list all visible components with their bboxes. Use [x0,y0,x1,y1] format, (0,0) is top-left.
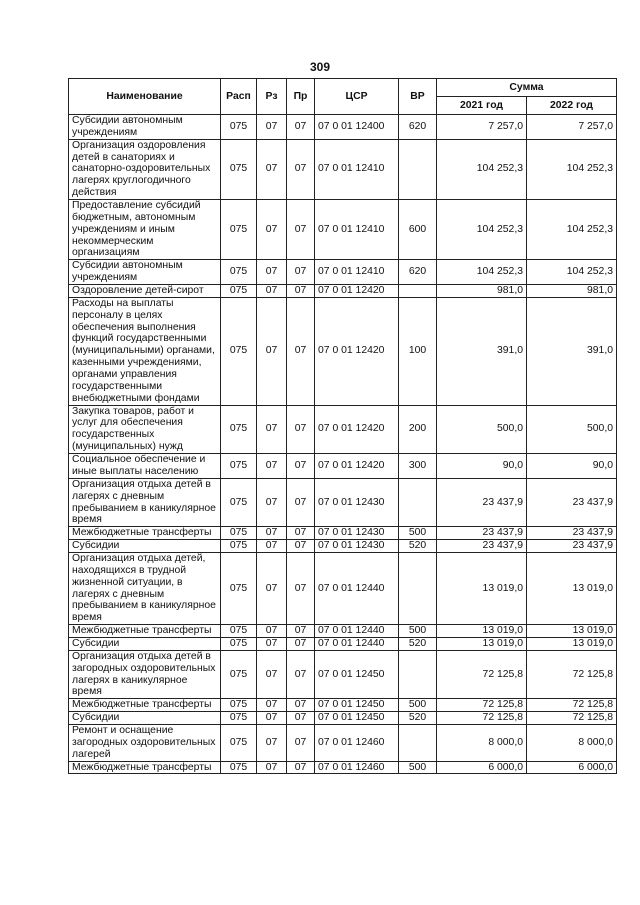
row-name: Субсидии [69,637,221,650]
row-name: Межбюджетные трансферты [69,761,221,774]
row-csr: 07 0 01 12440 [315,552,399,624]
row-sum-2022: 13 019,0 [527,637,617,650]
table-row [69,527,617,540]
row-rz: 07 [257,139,287,199]
row-pr: 07 [287,724,315,761]
row-rz: 07 [257,405,287,453]
row-sum-2021: 72 125,8 [437,699,527,712]
row-vr [399,552,437,624]
row-vr [399,139,437,199]
row-sum-2022: 90,0 [527,454,617,479]
row-sum-2021: 72 125,8 [437,712,527,725]
row-csr: 07 0 01 12420 [315,405,399,453]
row-vr: 620 [399,260,437,285]
row-rasp: 075 [221,699,257,712]
row-pr: 07 [287,637,315,650]
row-sum-2021: 104 252,3 [437,260,527,285]
row-sum-2021: 104 252,3 [437,200,527,260]
row-rasp: 075 [221,552,257,624]
row-rz: 07 [257,712,287,725]
row-sum-2021: 13 019,0 [437,625,527,638]
row-sum-2021: 6 000,0 [437,761,527,774]
row-csr: 07 0 01 12430 [315,527,399,540]
row-pr: 07 [287,454,315,479]
table-header [69,79,617,115]
row-csr: 07 0 01 12450 [315,650,399,698]
row-sum-2021: 23 437,9 [437,478,527,526]
row-pr: 07 [287,478,315,526]
header-vr: ВР [399,79,437,115]
page-number: 309 [309,60,331,74]
row-vr: 520 [399,712,437,725]
row-sum-2021: 13 019,0 [437,637,527,650]
row-pr: 07 [287,139,315,199]
row-csr: 07 0 01 12410 [315,139,399,199]
row-pr: 07 [287,540,315,553]
row-csr: 07 0 01 12440 [315,637,399,650]
row-pr: 07 [287,527,315,540]
row-csr: 07 0 01 12410 [315,200,399,260]
row-csr: 07 0 01 12460 [315,724,399,761]
row-pr: 07 [287,761,315,774]
row-rz: 07 [257,297,287,405]
row-vr: 500 [399,625,437,638]
row-vr: 100 [399,297,437,405]
row-csr: 07 0 01 12450 [315,699,399,712]
row-vr: 500 [399,699,437,712]
row-vr [399,285,437,298]
header-year-2021: 2021 год [437,97,527,115]
row-sum-2022: 500,0 [527,405,617,453]
row-pr: 07 [287,552,315,624]
row-rz: 07 [257,761,287,774]
table-row [69,761,617,774]
row-sum-2021: 7 257,0 [437,115,527,140]
table-row [69,552,617,624]
row-sum-2021: 391,0 [437,297,527,405]
row-name: Межбюджетные трансферты [69,625,221,638]
table-row [69,540,617,553]
row-name: Межбюджетные трансферты [69,699,221,712]
row-csr: 07 0 01 12430 [315,478,399,526]
row-rz: 07 [257,625,287,638]
row-rz: 07 [257,637,287,650]
table-row [69,297,617,405]
row-name: Расходы на выплаты персоналу в целях обеспечения выполнения функций государственными (муниципальными) органами, казенными учреждениями, органами управления государственными внебюджетными фондами [69,297,221,405]
row-sum-2022: 104 252,3 [527,260,617,285]
row-csr: 07 0 01 12450 [315,712,399,725]
table-row [69,650,617,698]
row-name: Закупка товаров, работ и услуг для обеспечения государственных (муниципальных) нужд [69,405,221,453]
row-vr: 620 [399,115,437,140]
header-sum: Сумма [437,79,617,97]
row-rasp: 075 [221,478,257,526]
row-vr: 200 [399,405,437,453]
table-row [69,454,617,479]
row-vr [399,650,437,698]
row-name: Организация отдыха детей в лагерях с дневным пребыванием в каникулярное время [69,478,221,526]
row-sum-2021: 13 019,0 [437,552,527,624]
row-rz: 07 [257,285,287,298]
row-rasp: 075 [221,724,257,761]
row-vr: 500 [399,761,437,774]
row-rz: 07 [257,260,287,285]
row-pr: 07 [287,650,315,698]
row-rasp: 075 [221,637,257,650]
row-name: Оздоровление детей-сирот [69,285,221,298]
row-name: Предоставление субсидий бюджетным, автономным учреждениям и иным некоммерческим организациям [69,200,221,260]
row-vr: 520 [399,540,437,553]
row-rasp: 075 [221,625,257,638]
row-sum-2022: 23 437,9 [527,540,617,553]
row-vr: 520 [399,637,437,650]
row-rasp: 075 [221,761,257,774]
row-name: Межбюджетные трансферты [69,527,221,540]
row-rasp: 075 [221,297,257,405]
row-name: Субсидии [69,540,221,553]
row-rasp: 075 [221,285,257,298]
table-row [69,699,617,712]
row-rasp: 075 [221,115,257,140]
row-sum-2022: 13 019,0 [527,625,617,638]
row-vr: 300 [399,454,437,479]
row-sum-2022: 391,0 [527,297,617,405]
row-name: Субсидии автономным учреждениям [69,115,221,140]
row-name: Субсидии [69,712,221,725]
row-csr: 07 0 01 12410 [315,260,399,285]
row-rasp: 075 [221,712,257,725]
row-name: Социальное обеспечение и иные выплаты населению [69,454,221,479]
row-rasp: 075 [221,200,257,260]
row-vr: 500 [399,527,437,540]
row-sum-2022: 13 019,0 [527,552,617,624]
table-row [69,637,617,650]
row-rz: 07 [257,454,287,479]
row-vr [399,724,437,761]
row-name: Организация оздоровления детей в санаториях и санаторно-оздоровительных лагерях круглогодичного действия [69,139,221,199]
table-row [69,200,617,260]
row-sum-2021: 500,0 [437,405,527,453]
row-vr [399,478,437,526]
row-sum-2021: 23 437,9 [437,527,527,540]
row-sum-2022: 104 252,3 [527,139,617,199]
row-sum-2021: 90,0 [437,454,527,479]
row-pr: 07 [287,625,315,638]
row-sum-2022: 72 125,8 [527,712,617,725]
row-csr: 07 0 01 12460 [315,761,399,774]
row-sum-2021: 23 437,9 [437,540,527,553]
row-sum-2022: 72 125,8 [527,699,617,712]
row-csr: 07 0 01 12420 [315,285,399,298]
table-row [69,724,617,761]
row-rasp: 075 [221,405,257,453]
row-sum-2021: 104 252,3 [437,139,527,199]
row-rasp: 075 [221,454,257,479]
row-csr: 07 0 01 12430 [315,540,399,553]
table-row [69,478,617,526]
row-rz: 07 [257,115,287,140]
row-sum-2022: 8 000,0 [527,724,617,761]
row-sum-2022: 6 000,0 [527,761,617,774]
row-csr: 07 0 01 12420 [315,454,399,479]
row-rasp: 075 [221,139,257,199]
row-rz: 07 [257,724,287,761]
row-vr: 600 [399,200,437,260]
row-rz: 07 [257,200,287,260]
header-year-2022: 2022 год [527,97,617,115]
row-name: Организация отдыха детей, находящихся в трудной жизненной ситуации, в лагерях с дневным пребыванием в каникулярное время [69,552,221,624]
row-pr: 07 [287,285,315,298]
row-pr: 07 [287,405,315,453]
table-row [69,260,617,285]
row-sum-2021: 8 000,0 [437,724,527,761]
row-rz: 07 [257,527,287,540]
row-name: Организация отдыха детей в загородных оздоровительных лагерях в каникулярное время [69,650,221,698]
row-rz: 07 [257,650,287,698]
row-rz: 07 [257,552,287,624]
table-row [69,139,617,199]
table-row [69,115,617,140]
row-rasp: 075 [221,527,257,540]
row-pr: 07 [287,115,315,140]
table-row [69,285,617,298]
budget-table [68,78,617,774]
row-rz: 07 [257,540,287,553]
row-pr: 07 [287,699,315,712]
row-rz: 07 [257,699,287,712]
row-csr: 07 0 01 12420 [315,297,399,405]
header-name: Наименование [69,79,221,115]
row-sum-2021: 72 125,8 [437,650,527,698]
table-row [69,405,617,453]
row-csr: 07 0 01 12440 [315,625,399,638]
row-sum-2022: 7 257,0 [527,115,617,140]
row-rasp: 075 [221,540,257,553]
row-sum-2021: 981,0 [437,285,527,298]
table-row [69,712,617,725]
table-body [69,115,617,774]
row-rasp: 075 [221,650,257,698]
row-pr: 07 [287,297,315,405]
row-csr: 07 0 01 12400 [315,115,399,140]
row-name: Ремонт и оснащение загородных оздоровительных лагерей [69,724,221,761]
row-pr: 07 [287,200,315,260]
row-pr: 07 [287,260,315,285]
row-sum-2022: 104 252,3 [527,200,617,260]
header-rz: Рз [257,79,287,115]
header-csr: ЦСР [315,79,399,115]
table-row [69,625,617,638]
row-rz: 07 [257,478,287,526]
row-name: Субсидии автономным учреждениям [69,260,221,285]
row-sum-2022: 23 437,9 [527,527,617,540]
header-rasp: Расп [221,79,257,115]
row-sum-2022: 981,0 [527,285,617,298]
row-sum-2022: 23 437,9 [527,478,617,526]
row-sum-2022: 72 125,8 [527,650,617,698]
row-pr: 07 [287,712,315,725]
row-rasp: 075 [221,260,257,285]
header-pr: Пр [287,79,315,115]
